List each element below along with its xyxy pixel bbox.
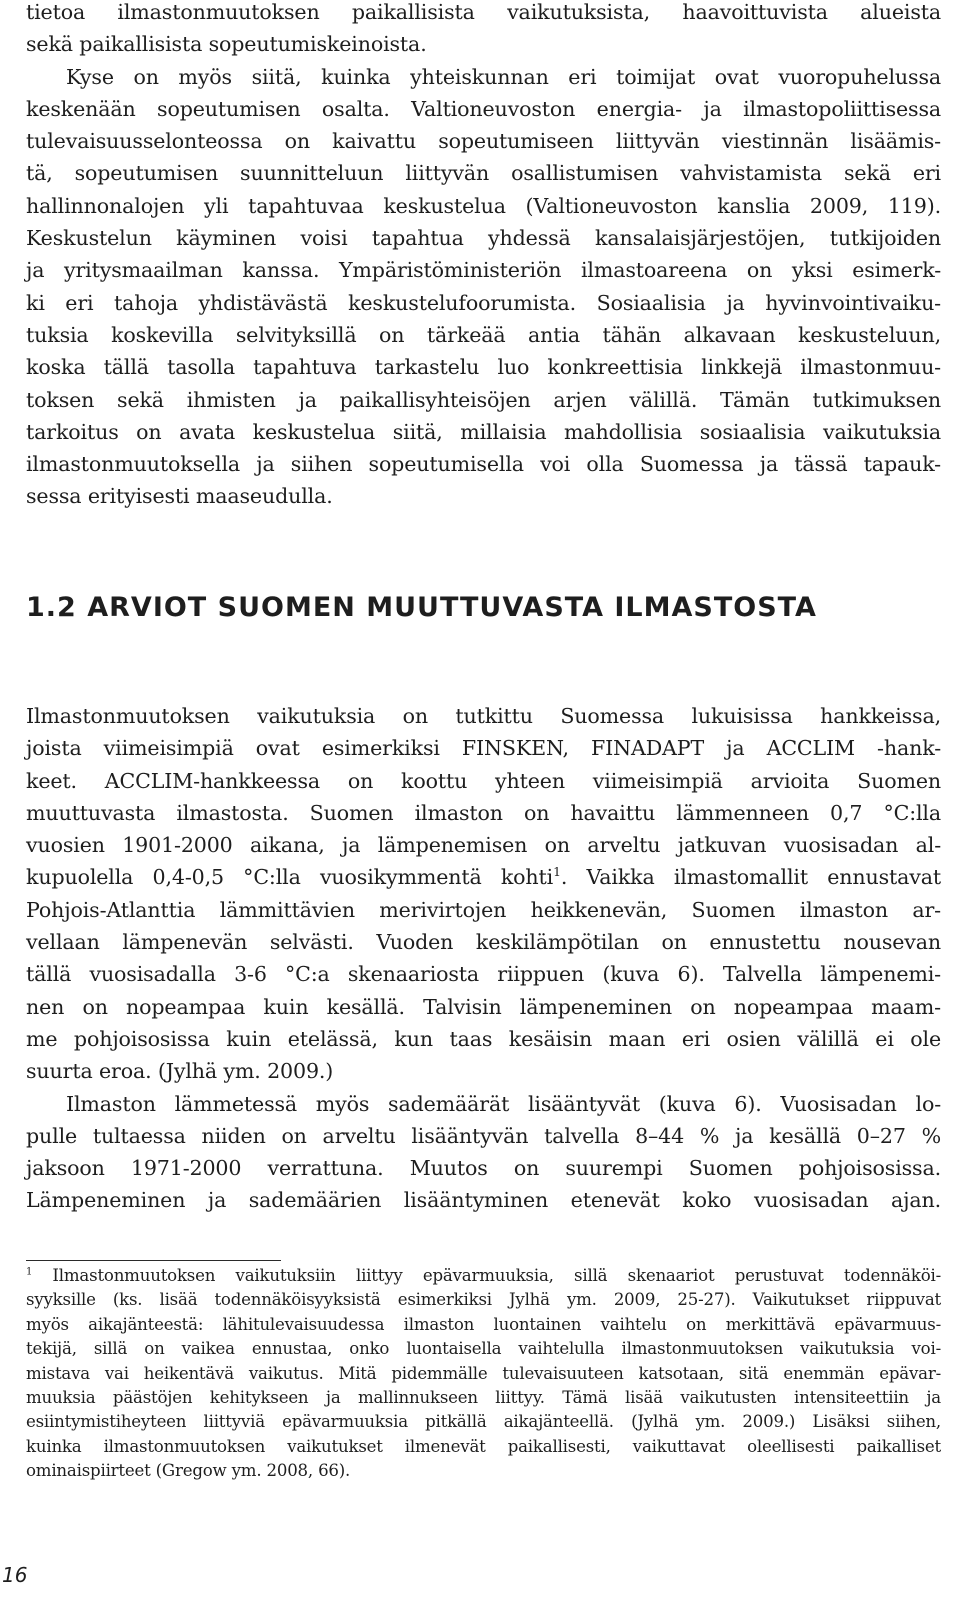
footnote-separator — [26, 1260, 281, 1261]
footnote-line: mistava vai heikentävä vaikutus. Mitä pidemmälle tulevaisuuteen katsotaan, sitä enemmän epävar- — [26, 1363, 941, 1383]
text-line: Lämpeneminen ja sademäärien lisääntyminen etenevät koko vuosisadan ajan. — [26, 1188, 941, 1213]
text-line: vuosien 1901-2000 aikana, ja lämpenemisen on arveltu jatkuvan vuosisadan al- — [26, 833, 941, 858]
footnote-line: myös aikajänteestä: lähitulevaisuudessa ilmaston luontainen vaihtelu on merkittävä epävarmuus- — [26, 1314, 941, 1334]
text-line: jaksoon 1971-2000 verrattuna. Muutos on suurempi Suomen pohjoisosissa. — [26, 1156, 941, 1181]
text-line: tarkoitus on avata keskustelua siitä, millaisia mahdollisia sosiaalisia vaikutuksia — [26, 419, 941, 444]
text-line-with-footnote-ref — [26, 861, 941, 893]
paragraph-precipitation — [26, 1088, 941, 1217]
text-line: hallinnonalojen yli tapahtuvaa keskustelua (Valtioneuvoston kanslia 2009, 119). — [26, 193, 941, 218]
text-line: Kyse on myös siitä, kuinka yhteiskunnan eri toimijat ovat vuoropuhelussa — [66, 64, 941, 89]
footnote-first-line — [26, 1264, 941, 1288]
paragraph-adaptation-dialogue — [26, 61, 941, 513]
text-line: keskenään sopeutumisen osalta. Valtioneuvoston energia- ja ilmastopoliittisessa — [26, 96, 941, 121]
text-line: nen on nopeampaa kuin kesällä. Talvisin lämpeneminen on nopeampaa maam- — [26, 994, 941, 1019]
text-line: muuttuvasta ilmastosta. Suomen ilmaston on havaittu lämmenneen 0,7 °C:lla — [26, 800, 941, 825]
footnote-line: muuksia päästöjen kehitykseen ja mallinnukseen liittyy. Tämä lisää vaikutusten intensiteettiin ja — [26, 1388, 941, 1408]
text-fragment: . Vaikka ilmastomallit ennustavat — [560, 865, 941, 890]
text-line: me pohjoisosissa kuin etelässä, kun taas kesäisin maan eri osien välillä ei ole — [26, 1026, 941, 1051]
footnote-number: 1 — [26, 1266, 33, 1278]
text-line: pulle tultaessa niiden on arveltu lisääntyvän talvella 8–44 % ja kesällä 0–27 % — [26, 1123, 941, 1148]
paragraph-continuation — [26, 0, 941, 61]
text-line: keet. ACCLIM-hankkeessa on koottu yhteen viimeisimpiä arvioita Suomen — [26, 768, 941, 793]
text-fragment: kupuolella 0,4-0,5 °C:lla vuosikymmentä kohti — [26, 865, 554, 890]
text-line: Ilmaston lämmetessä myös sademäärät lisääntyvät (kuva 6). Vuosisadan lo- — [66, 1091, 941, 1116]
section-heading: 1.2 ARVIOT SUOMEN MUUTTUVASTA ILMASTOSTA — [26, 592, 817, 623]
text-fragment: Ilmastonmuutoksen vaikutuksiin liittyy epävarmuuksia, sillä skenaariot perustuvat todennäköi- — [32, 1266, 941, 1285]
footnote-line: kuinka ilmastonmuutoksen vaikutukset ilmenevät paikallisesti, vaikuttavat oleellisesti paikalliset — [26, 1436, 941, 1456]
footnote-line: syyksille (ks. lisää todennäköisyyksistä esimerkiksi Jylhä ym. 2009, 25-27). Vaikutukset riippuvat — [26, 1290, 941, 1310]
text-line: koska tällä tasolla tapahtuva tarkastelu luo konkreettisia linkkejä ilmastonmuu- — [26, 355, 941, 380]
text-line: tuksia koskevilla selvityksillä on tärkeää antia tähän alkavaan keskusteluun, — [26, 322, 941, 347]
text-line: Ilmastonmuutoksen vaikutuksia on tutkittu Suomessa lukuisissa hankkeissa, — [26, 704, 941, 728]
text-line: sekä paikallisista sopeutumiskeinoista. — [26, 32, 427, 57]
text-line: tietoa ilmastonmuutoksen paikallisista vaikutuksista, haavoittuvista alueista — [26, 0, 941, 24]
footnote-line: esiintymistiheyteen liittyviä epävarmuuksia pitkällä aikajänteellä. (Jylhä ym. 2009.) Lisäksi siihen, — [26, 1412, 941, 1432]
text-line: tällä vuosisadalla 3-6 °C:a skenaariosta riippuen (kuva 6). Talvella lämpenemi- — [26, 962, 941, 987]
footnote-line: tekijä, sillä on vaikea ennustaa, onko luontaisella vaihtelulla ilmastonmuutoksen vaikutuksia voi- — [26, 1339, 941, 1359]
text-line: joista viimeisimpiä ovat esimerkiksi FINSKEN, FINADAPT ja ACCLIM -hank- — [26, 736, 941, 761]
text-line: ilmastonmuutoksella ja siihen sopeutumisella voi olla Suomessa ja tässä tapauk- — [26, 452, 941, 477]
footnote-line: ominaispiirteet (Gregow ym. 2008, 66). — [26, 1461, 351, 1481]
footnote-reference[interactable]: 1 — [553, 865, 561, 880]
text-line: sessa erityisesti maaseudulla. — [26, 484, 333, 509]
text-line: ki eri tahoja yhdistävästä keskustelufoorumista. Sosiaalisia ja hyvinvointivaiku- — [26, 290, 941, 315]
text-line: Keskustelun käyminen voisi tapahtua yhdessä kansalaisjärjestöjen, tutkijoiden — [26, 226, 941, 251]
text-line: Pohjois-Atlanttia lämmittävien merivirtojen heikkenevän, Suomen ilmaston ar- — [26, 897, 941, 922]
footnote — [26, 1264, 941, 1484]
text-line: suurta eroa. (Jylhä ym. 2009.) — [26, 1059, 334, 1084]
text-line: ja yritysmaailman kanssa. Ympäristöministeriön ilmastoareena on yksi esimerk- — [26, 258, 941, 283]
text-line: toksen sekä ihmisten ja paikallisyhteisöjen arjen välillä. Tämän tutkimuksen — [26, 387, 941, 412]
text-line: vellaan lämpenevän selvästi. Vuoden keskilämpötilan on ennustettu nousevan — [26, 930, 941, 955]
text-line: tulevaisuusselonteossa on kaivattu sopeutumiseen liittyvän viestinnän lisäämis- — [26, 129, 941, 154]
paragraph-climate-estimates — [26, 700, 941, 1088]
text-line: tä, sopeutumisen suunnitteluun liittyvän osallistumisen vahvistamista sekä eri — [26, 161, 941, 186]
page-number: 16 — [2, 1563, 28, 1587]
